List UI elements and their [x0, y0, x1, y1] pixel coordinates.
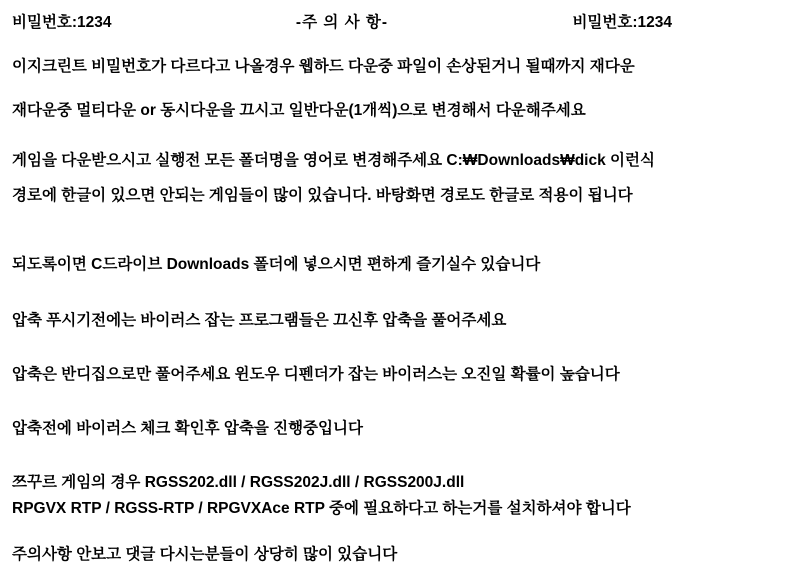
- password-label-left: 비밀번호:1234: [12, 14, 112, 31]
- notice-line: 되도록이면 C드라이브 Downloads 폴더에 넣으시면 편하게 즐기실수 있습니다: [12, 256, 541, 273]
- password-label-right: 비밀번호:1234: [572, 14, 672, 31]
- notice-line: 경로에 한글이 있으면 안되는 게임들이 많이 있습니다. 바탕화면 경로도 한글로 적용이 됩니다: [12, 187, 633, 204]
- notice-line: 이지크린트 비밀번호가 다르다고 나올경우 웹하드 다운중 파일이 손상된거니 될때까지 재다운: [12, 58, 635, 75]
- notice-line: 재다운중 멀티다운 or 동시다운을 끄시고 일반다운(1개씩)으로 변경해서 다운해주세요: [12, 102, 586, 119]
- notice-line: 쯔꾸르 게임의 경우 RGSS202.dll / RGSS202J.dll / RGSS200J.dll: [12, 474, 465, 491]
- notice-line: 게임을 다운받으시고 실행전 모든 폴더명을 영어로 변경해주세요 C:₩Downloads₩dick 이런식: [12, 152, 655, 169]
- notice-line: 압축은 반디집으로만 풀어주세요 윈도우 디펜더가 잡는 바이러스는 오진일 확률이 높습니다: [12, 366, 620, 383]
- notice-line: 주의사항 안보고 댓글 다시는분들이 상당히 많이 있습니다: [12, 546, 398, 563]
- notice-line: 압축전에 바이러스 체크 확인후 압축을 진행중입니다: [12, 420, 363, 437]
- page-title: -주 의 사 항-: [295, 14, 389, 31]
- notice-line: RPGVX RTP / RGSS-RTP / RPGVXAce RTP 중에 필요하다고 하는거를 설치하셔야 합니다: [12, 500, 631, 517]
- header: [0, 6, 800, 36]
- notice-line: 압축 푸시기전에는 바이러스 잡는 프로그램들은 끄신후 압축을 풀어주세요: [12, 312, 507, 329]
